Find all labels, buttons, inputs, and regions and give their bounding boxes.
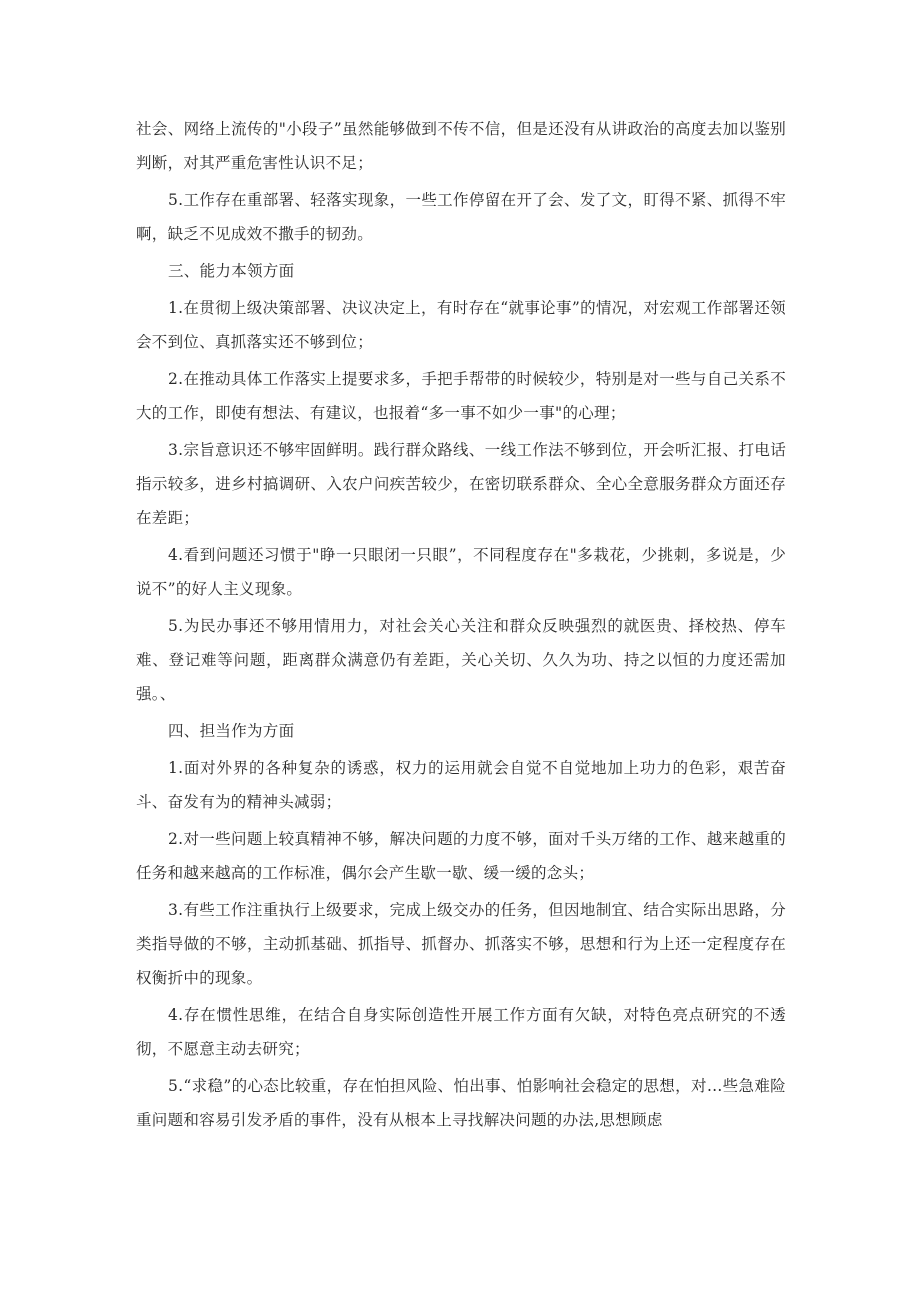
section-heading: 四、担当作为方面 [168,722,295,740]
section-heading: 三、能力本领方面 [168,262,295,280]
paragraph-continuation: 社会、网络上流传的"小段子”虽然能够做到不传不信，但是还没有从讲政治的高度去加以鉴别判断，对其严重危害性认识不足； [136,120,786,172]
list-item: 2.在推动具体工作落实上提要求多，手把手帮带的时候较少，特别是对一些与自己关系不大的工作，即使有想法、有建议，也报着“多一事不如少一事"的心理； [136,370,786,422]
list-item: 4.存在惯性思维，在结合自身实际创造性开展工作方面有欠缺，对特色亮点研究的不透彻，不愿意主动去研究； [136,1006,786,1058]
list-item: 3.宗旨意识还不够牢固鲜明。践行群众路线、一线工作法不够到位，开会听汇报、打电话指示较多，进乡村搞调研、入农户问疾苦较少，在密切联系群众、全心全意服务群众方面还存在差距； [136,441,786,527]
document-body [136,112,786,1140]
list-item: 5.“求稳”的心态比较重，存在怕担风险、怕出事、怕影响社会稳定的思想，对…些急难险重问题和容易引发矛盾的事件，没有从根本上寻找解决问题的办法,思想顾虑 [136,1077,786,1129]
list-item: 2.对一些问题上较真精神不够，解决问题的力度不够，面对千头万绪的工作、越来越重的任务和越来越高的工作标准，偶尔会产生歇一歇、缓一缓的念头； [136,830,786,882]
list-item: 1.在贯彻上级决策部署、决议决定上，有时存在“就事论事”的情况，对宏观工作部署还领会不到位、真抓落实还不够到位； [136,299,786,351]
list-item: 5.为民办事还不够用情用力，对社会关心关注和群众反映强烈的就医贵、择校热、停车难、登记难等问题，距离群众满意仍有差距，关心关切、久久为功、持之以恒的力度还需加强。、 [136,617,786,703]
list-item: 4.看到问题还习惯于"睁一只眼闭一只眼”，不同程度存在"多栽花，少挑刺，多说是，少说不”的好人主义现象。 [136,546,786,598]
list-item: 5.工作存在重部署、轻落实现象，一些工作停留在开了会、发了文，盯得不紧、抓得不牢啊，缺乏不见成效不撒手的韧劲。 [136,191,786,243]
list-item: 3.有些工作注重执行上级要求，完成上级交办的任务，但因地制宜、结合实际出思路，分类指导做的不够，主动抓基础、抓指导、抓督办、抓落实不够，思想和行为上还一定程度存在权衡折中的现象。 [136,901,786,987]
list-item: 1.面对外界的各种复杂的诱惑，权力的运用就会自觉不自觉地加上功力的色彩，艰苦奋斗、奋发有为的精神头减弱； [136,759,786,811]
